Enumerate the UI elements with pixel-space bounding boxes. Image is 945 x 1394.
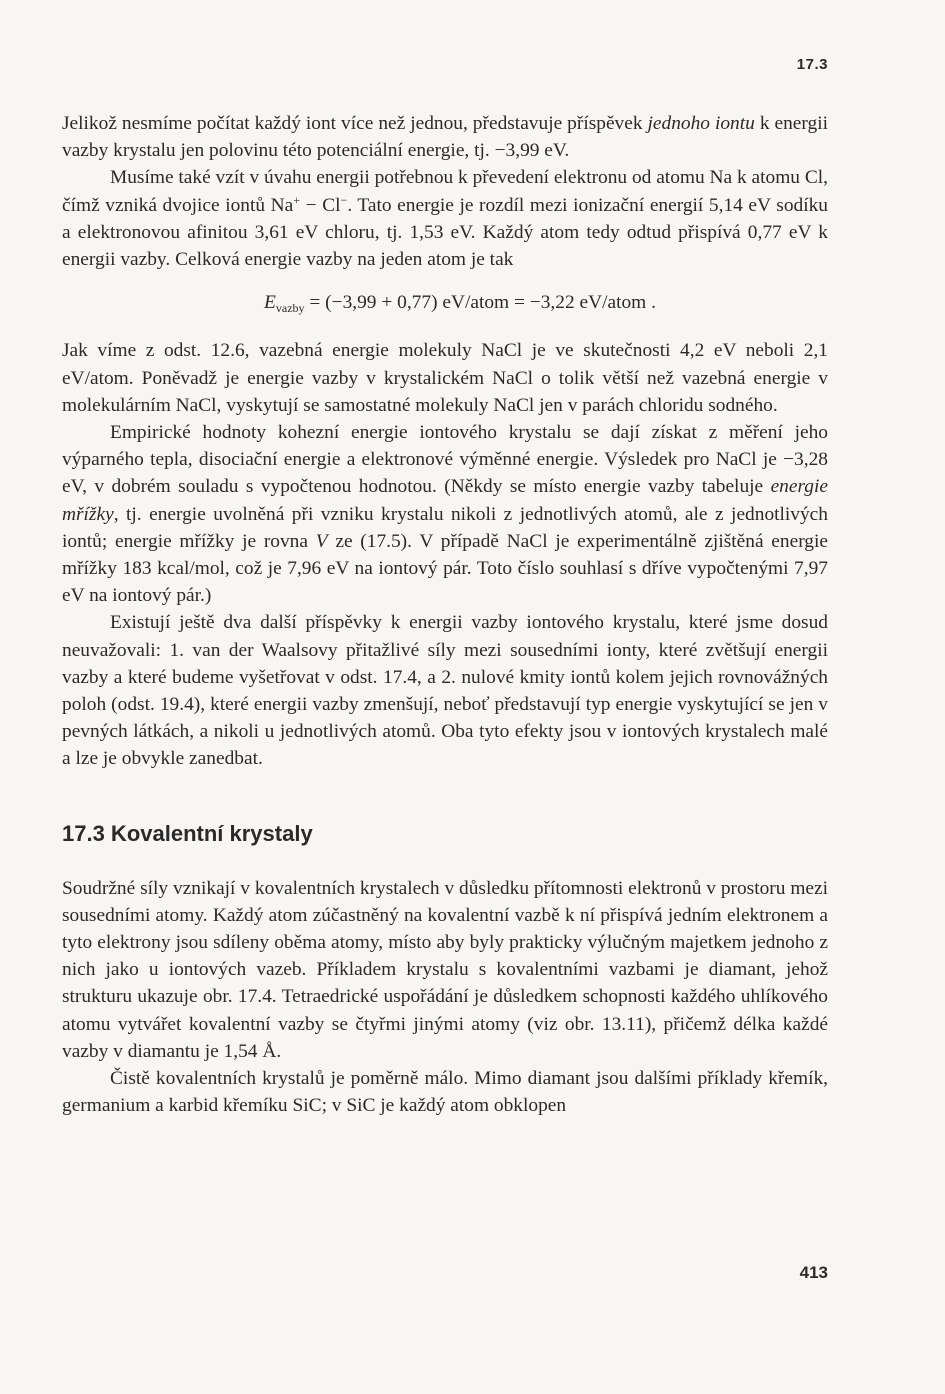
paragraph-2: Musíme také vzít v úvahu energii potřebnou k převedení elektronu od atomu Na k atomu Cl, čímž vzniká dvojice iontů Na+ − Cl−. Tato energie je rozdíl mezi ionizační energií 5,14 eV sodíku a elektronovou afinitou 3,61 eV chloru, tj. 1,53 eV. Každý atom tedy odtud přispívá 0,77 eV k energii vazby. Celková energie vazby na jeden atom je tak	[62, 167, 829, 271]
running-head: 17.3	[796, 56, 828, 73]
paragraph-3: Jak víme z odst. 12.6, vazebná energie molekuly NaCl je ve skutečnosti 4,2 eV neboli 2,1 eV/atom. Poněvadž je energie vazby v krystalickém NaCl o tolik větší než vazebná energie v molekulárním NaCl, vyskytují se samostatné molekuly NaCl jen v parách chloridu sodného.	[62, 340, 828, 416]
equation-binding-energy: $E_{vazby} = (-3,99 + 0,77)$ eV/atom = −3,22 eV/atom .	[264, 292, 656, 316]
page-number: 413	[799, 1263, 828, 1282]
paragraph-5: Existují ještě dva další příspěvky k energii vazby iontového krystalu, které jsme dosud neuvažovali: 1. van der Waalsovy přitažlivé síly mezi sousedními ionty, které zvětšují energii vazby a které budeme vyšetřovat v odst. 17.4, a 2. nulové kmity iontů kolem jejich rovnovážných poloh (odst. 19.4), které energii vazby zmenšují, neboť představují typ energie vyskytující se jen v pevných látkách, a nikoli u jednotlivých atomů. Oba tyto efekty jsou v iontových krystalech malé a lze je obvykle zanedbat.	[62, 612, 828, 770]
paragraph-7: Čistě kovalentních krystalů je poměrně málo. Mimo diamant jsou dalšími příklady křemík, germanium a karbid křemíku SiC; v SiC je každý atom obklopen	[62, 1068, 828, 1117]
book-page	[62, 0, 828, 1394]
paragraph-1: Jelikož nesmíme počítat každý iont více než jednou, představuje příspěvek jednoho iontu k energii vazby krystalu jen polovinu této potenciální energie, tj. −3,99 eV.	[62, 113, 828, 162]
paragraph-4: Empirické hodnoty kohezní energie iontového krystalu se dají získat z měření jeho výparného tepla, disociační energie a elektronové výměnné energie. Výsledek pro NaCl je −3,28 eV, v dobrém souladu s vypočtenou hodnotou. (Někdy se místo energie vazby tabeluje energie mřížky, tj. energie uvolněná při vzniku krystalu nikoli z jednotlivých atomů, ale z jednotlivých iontů; energie mřížky je rovna V ze (17.5). V případě NaCl je experimentálně zjištěná energie mřížky 183 kcal/mol, což je 7,96 eV na iontový pár. Toto číslo souhlasí s dříve vypočtenými 7,97 eV na iontový pár.)	[62, 422, 828, 607]
body-text	[62, 110, 828, 1120]
italic-term: jednoho iontu	[647, 113, 755, 134]
section-heading: 17.3 Kovalentní krystaly	[62, 820, 313, 846]
paragraph-6: Soudržné síly vznikají v kovalentních krystalech v důsledku přítomnosti elektronů v prostoru mezi sousedními atomy. Každý atom zúčastněný na kovalentní vazbě k ní přispívá jedním elektronem a tyto elektrony jsou sdíleny oběma atomy, místo aby byly prakticky výlučným majetkem jednoho z nich jako u iontových vazeb. Příkladem krystalu s kovalentními vazbami je diamant, jehož strukturu ukazuje obr. 17.4. Tetraedrické uspořádání je důsledkem schopnosti každého uhlíkového atomu vytvářet kovalentní vazby se čtyřmi jinými atomy (viz obr. 13.11), přičemž délka každé vazby v diamantu je 1,54 Å.	[62, 877, 828, 1062]
